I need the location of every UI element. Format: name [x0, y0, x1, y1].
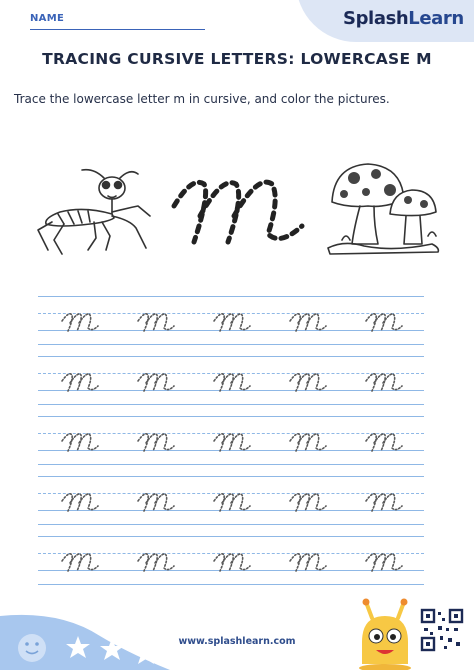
- trace-letter-m[interactable]: [212, 547, 252, 579]
- guide-line: [38, 476, 424, 477]
- instructions-text: Trace the lowercase letter m in cursive, and color the pictures.: [14, 92, 390, 106]
- trace-letter-m[interactable]: [288, 487, 328, 519]
- grasshopper-icon: [24, 166, 164, 260]
- page-title: TRACING CURSIVE LETTERS: LOWERCASE M: [42, 50, 432, 68]
- trace-letter-m[interactable]: [60, 367, 100, 399]
- trace-letter-m[interactable]: [288, 367, 328, 399]
- footer-stars-decoration: [0, 596, 170, 670]
- guide-line: [38, 524, 424, 525]
- tracing-row[interactable]: [38, 536, 424, 584]
- guide-line: [38, 416, 424, 417]
- guide-line: [38, 464, 424, 465]
- footer-website-link[interactable]: www.splashlearn.com: [178, 636, 296, 647]
- tracing-row[interactable]: [38, 296, 424, 344]
- trace-letter-m[interactable]: [60, 427, 100, 459]
- illustration-row: [24, 160, 454, 260]
- name-input-line[interactable]: [30, 29, 205, 30]
- logo-text-learn: Learn: [408, 8, 464, 29]
- trace-letter-m[interactable]: [136, 487, 176, 519]
- name-label: NAME: [30, 13, 65, 24]
- tracing-row[interactable]: [38, 416, 424, 464]
- trace-letter-m[interactable]: [60, 547, 100, 579]
- trace-letter-m[interactable]: [288, 427, 328, 459]
- trace-letter-m[interactable]: [364, 367, 404, 399]
- trace-letter-m[interactable]: [364, 427, 404, 459]
- trace-letter-m[interactable]: [212, 487, 252, 519]
- guide-line: [38, 296, 424, 297]
- trace-letter-m[interactable]: [212, 307, 252, 339]
- trace-letter-m[interactable]: [364, 487, 404, 519]
- tracing-row[interactable]: [38, 356, 424, 404]
- guide-line: [38, 404, 424, 405]
- mascot-icon: [354, 598, 416, 670]
- trace-letter-m[interactable]: [364, 307, 404, 339]
- trace-letter-m[interactable]: [136, 307, 176, 339]
- trace-letter-m[interactable]: [288, 307, 328, 339]
- trace-letter-m[interactable]: [364, 547, 404, 579]
- trace-letter-m[interactable]: [136, 547, 176, 579]
- guide-line: [38, 344, 424, 345]
- splashlearn-logo[interactable]: [343, 8, 464, 29]
- trace-letter-m[interactable]: [212, 427, 252, 459]
- trace-letter-m[interactable]: [136, 427, 176, 459]
- guide-line: [38, 584, 424, 585]
- guide-line: [38, 356, 424, 357]
- trace-letter-m[interactable]: [60, 307, 100, 339]
- qr-code-icon[interactable]: [418, 606, 466, 654]
- trace-letter-m[interactable]: [60, 487, 100, 519]
- logo-text-splash: Splash: [343, 8, 409, 29]
- tracing-row[interactable]: [38, 476, 424, 524]
- guide-line: [38, 536, 424, 537]
- trace-letter-m[interactable]: [136, 367, 176, 399]
- trace-letter-m[interactable]: [288, 547, 328, 579]
- cursive-m-guide-icon: [164, 172, 314, 252]
- mushroom-icon: [324, 160, 444, 256]
- trace-letter-m[interactable]: [212, 367, 252, 399]
